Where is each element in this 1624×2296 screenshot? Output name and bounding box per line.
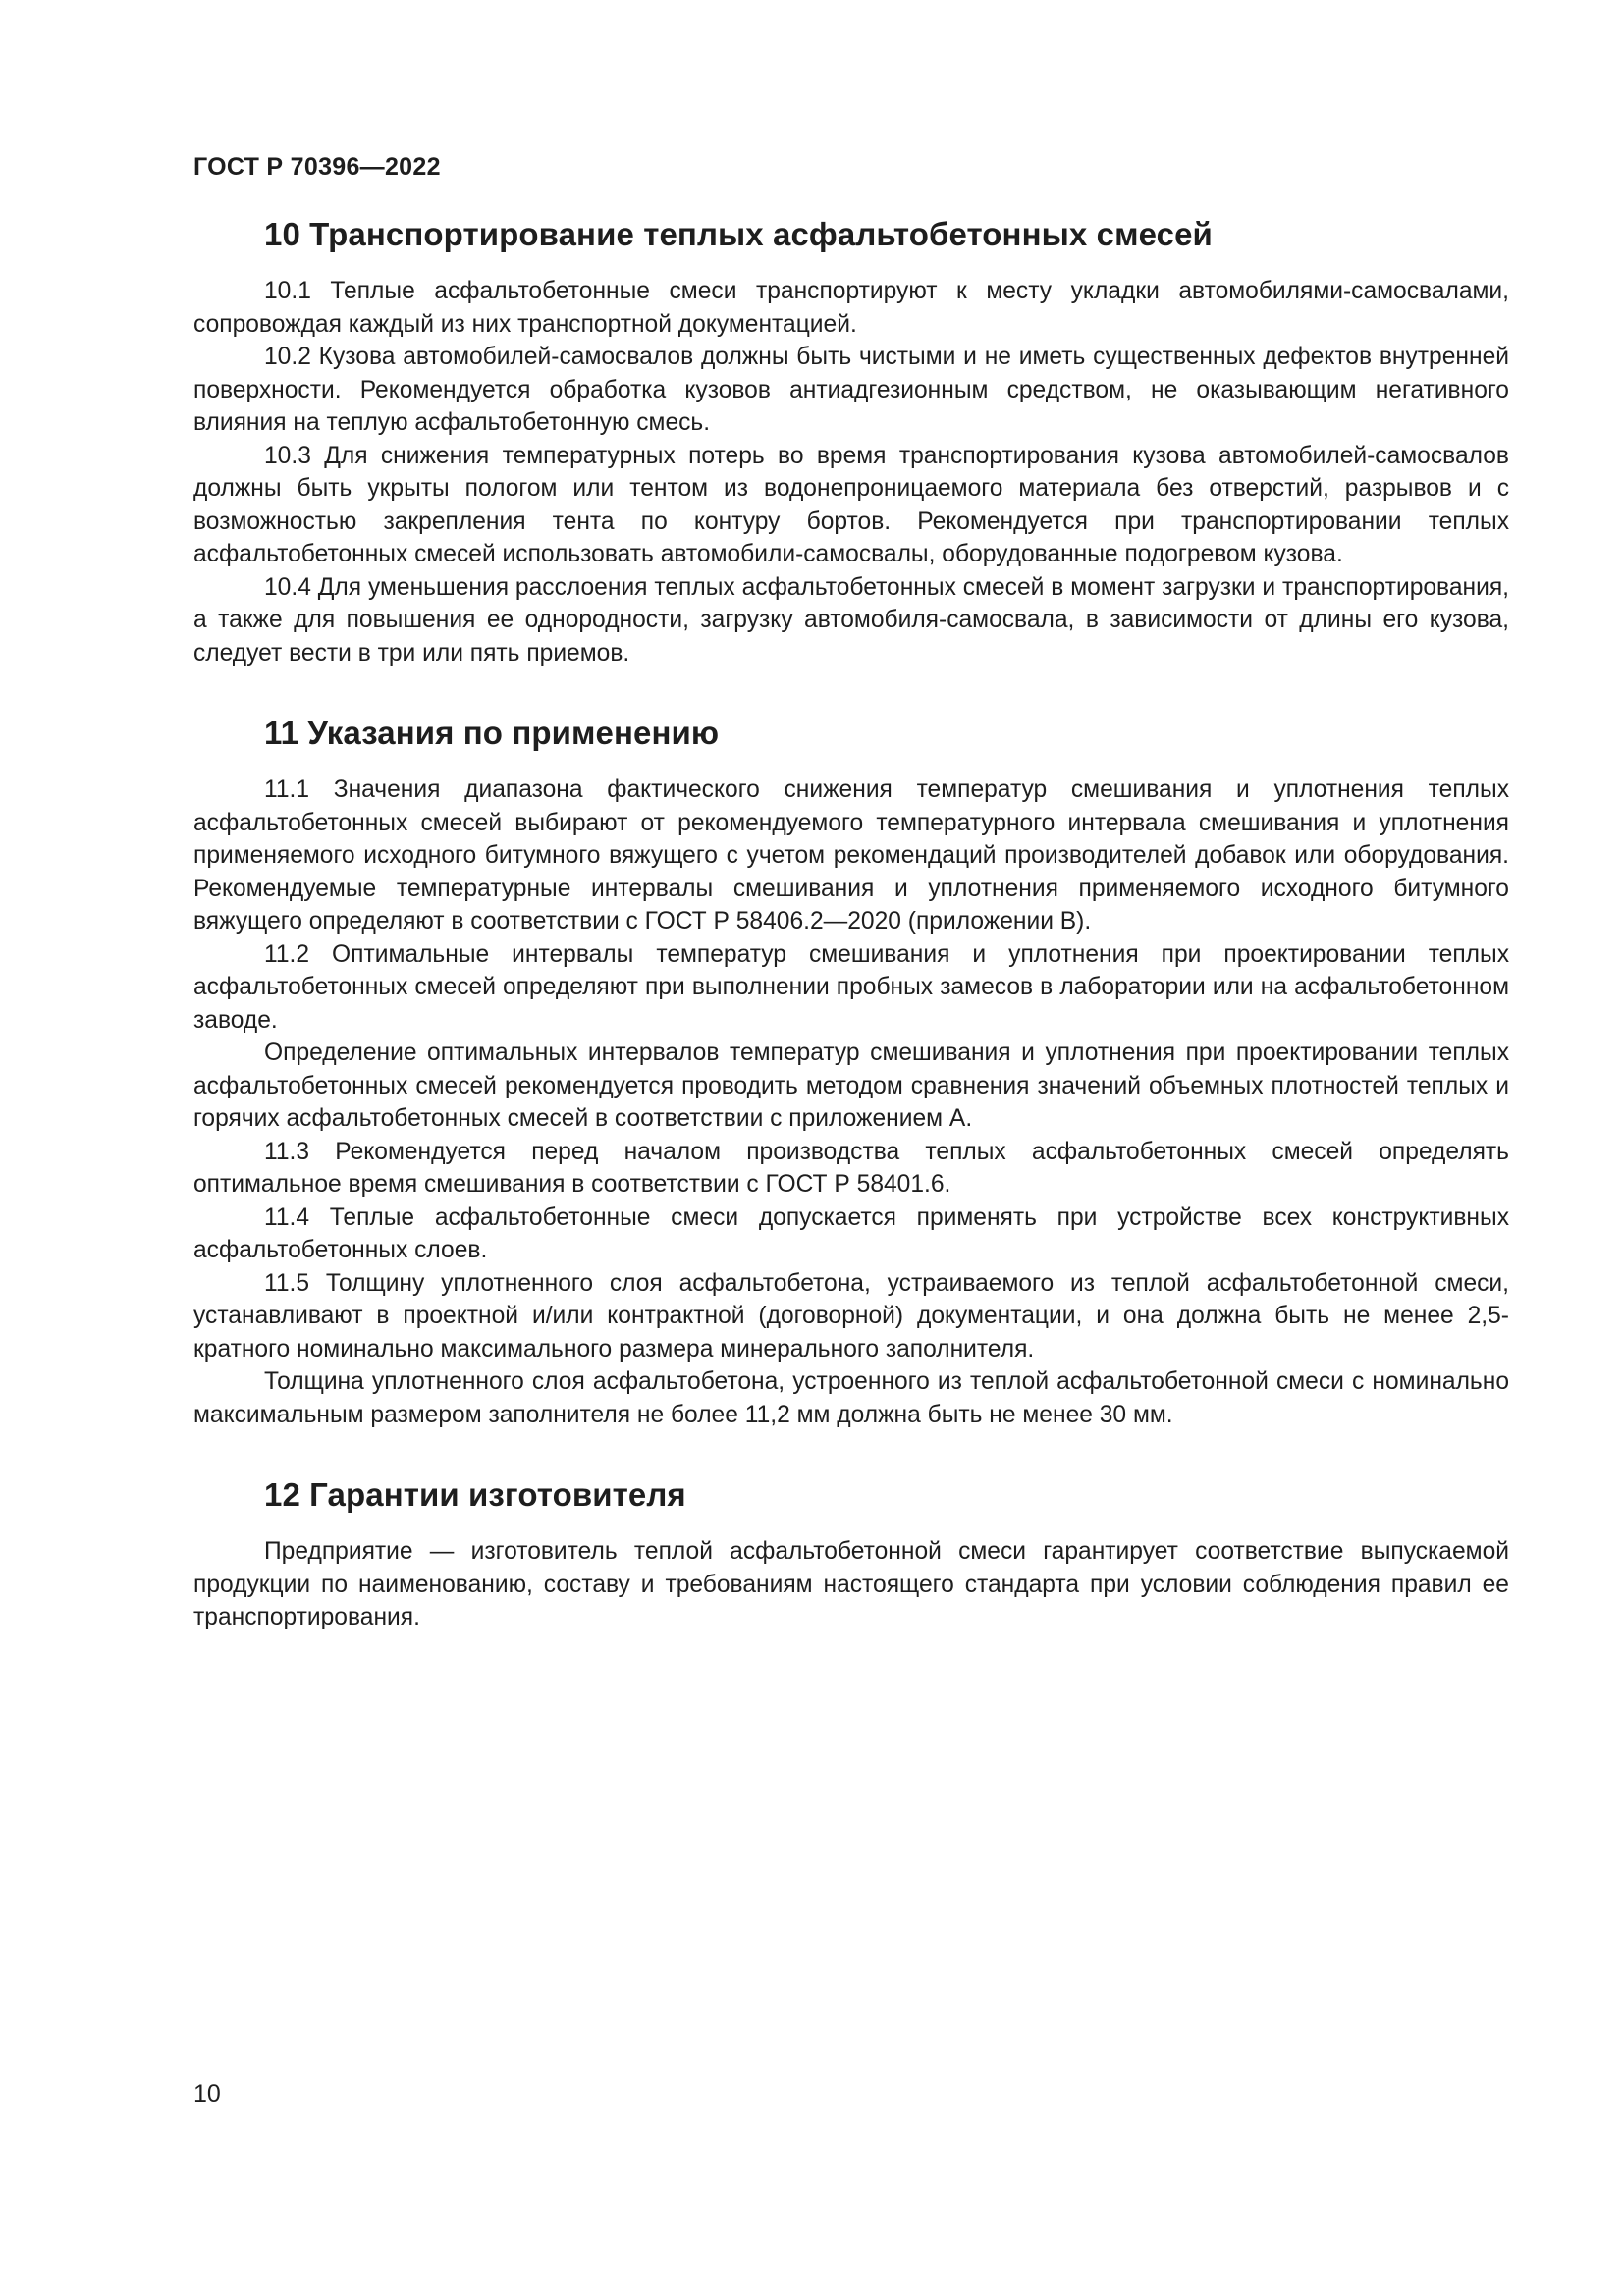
paragraph-10-3: 10.3 Для снижения температурных потерь во время транспортирования кузова автомобилей-самосвалов должны быть укрыты пологом или тентом из водонепроницаемого материала без отверстий, разрывов и с возможностью закрепления тента по контуру бортов. Рекомендуется при транспортировании теплых асфальтобетонных смесей использовать автомобили-самосвалы, оборудованные подогревом кузова. bbox=[193, 442, 1509, 567]
section-title: 10 Транспортирование теплых асфальтобетонных смесей bbox=[264, 216, 1213, 252]
paragraph-11-5: 11.5 Толщину уплотненного слоя асфальтобетона, устраиваемого из теплой асфальтобетонной смеси, устанавливают в проектной и/или контрактной (договорной) документации, и она должна быть не менее 2,5-кратного номинально максимального размера минерального заполнителя. bbox=[193, 1269, 1509, 1362]
section-11-application bbox=[193, 715, 1509, 1431]
paragraph-11-1: 11.1 Значения диапазона фактического снижения температур смешивания и уплотнения теплых асфальтобетонных смесей выбирают от рекомендуемого температурного интервала смешивания и уплотнения применяемого исходного битумного вяжущего с учетом рекомендаций производителей добавок или оборудования. Рекомендуемые температурные интервалы смешивания и уплотнения применяемого исходного битумного вяжущего определяют в соответствии с ГОСТ Р 58406.2—2020 (приложении В). bbox=[193, 776, 1509, 934]
section-12-warranty bbox=[193, 1476, 1509, 1634]
page-number: 10 bbox=[193, 2080, 221, 2108]
paragraph-11-5-continued: Толщина уплотненного слоя асфальтобетона, устроенного из теплой асфальтобетонной смеси с номинально максимальным размером заполнителя не более 11,2 мм должна быть не менее 30 мм. bbox=[193, 1368, 1509, 1428]
section-10-transportation bbox=[193, 216, 1509, 669]
paragraph-11-4: 11.4 Теплые асфальтобетонные смеси допускается применять при устройстве всех конструктивных асфальтобетонных слоев. bbox=[193, 1203, 1509, 1263]
section-title: 12 Гарантии изготовителя bbox=[264, 1476, 686, 1513]
document-header: ГОСТ Р 70396—2022 bbox=[193, 153, 441, 181]
paragraph-11-2-continued: Определение оптимальных интервалов температур смешивания и уплотнения при проектировании теплых асфальтобетонных смесей рекомендуется проводить методом сравнения значений объемных плотностей теплых и горячих асфальтобетонных смесей в соответствии с приложением А. bbox=[193, 1040, 1509, 1132]
paragraph-12: Предприятие — изготовитель теплой асфальтобетонной смеси гарантирует соответствие выпускаемой продукции по наименованию, составу и требованиям настоящего стандарта при условии соблюдения правил ее транспортирования. bbox=[193, 1538, 1509, 1630]
paragraph-10-4: 10.4 Для уменьшения расслоения теплых асфальтобетонных смесей в момент загрузки и транспортирования, а также для повышения ее однородности, загрузку автомобиля-самосвала, в зависимости от длины его кузова, следует вести в три или пять приемов. bbox=[193, 573, 1509, 667]
paragraph-10-2: 10.2 Кузова автомобилей-самосвалов должны быть чистыми и не иметь существенных дефектов внутренней поверхности. Рекомендуется обработка кузовов антиадгезионным средством, не оказывающим негативного влияния на теплую асфальтобетонную смесь. bbox=[193, 344, 1509, 436]
document-body bbox=[193, 216, 1509, 1680]
paragraph-11-3: 11.3 Рекомендуется перед началом производства теплых асфальтобетонных смесей определять оптимальное время смешивания в соответствии с ГОСТ Р 58401.6. bbox=[193, 1138, 1509, 1198]
paragraph-11-2: 11.2 Оптимальные интервалы температур смешивания и уплотнения при проектировании теплых асфальтобетонных смесей определяют при выполнении пробных замесов в лаборатории или на асфальтобетонном заводе. bbox=[193, 940, 1509, 1034]
section-title: 11 Указания по применению bbox=[264, 715, 720, 751]
paragraph-10-1: 10.1 Теплые асфальтобетонные смеси транспортируют к месту укладки автомобилями-самосвалами, сопровождая каждый из них транспортной документацией. bbox=[193, 278, 1509, 338]
